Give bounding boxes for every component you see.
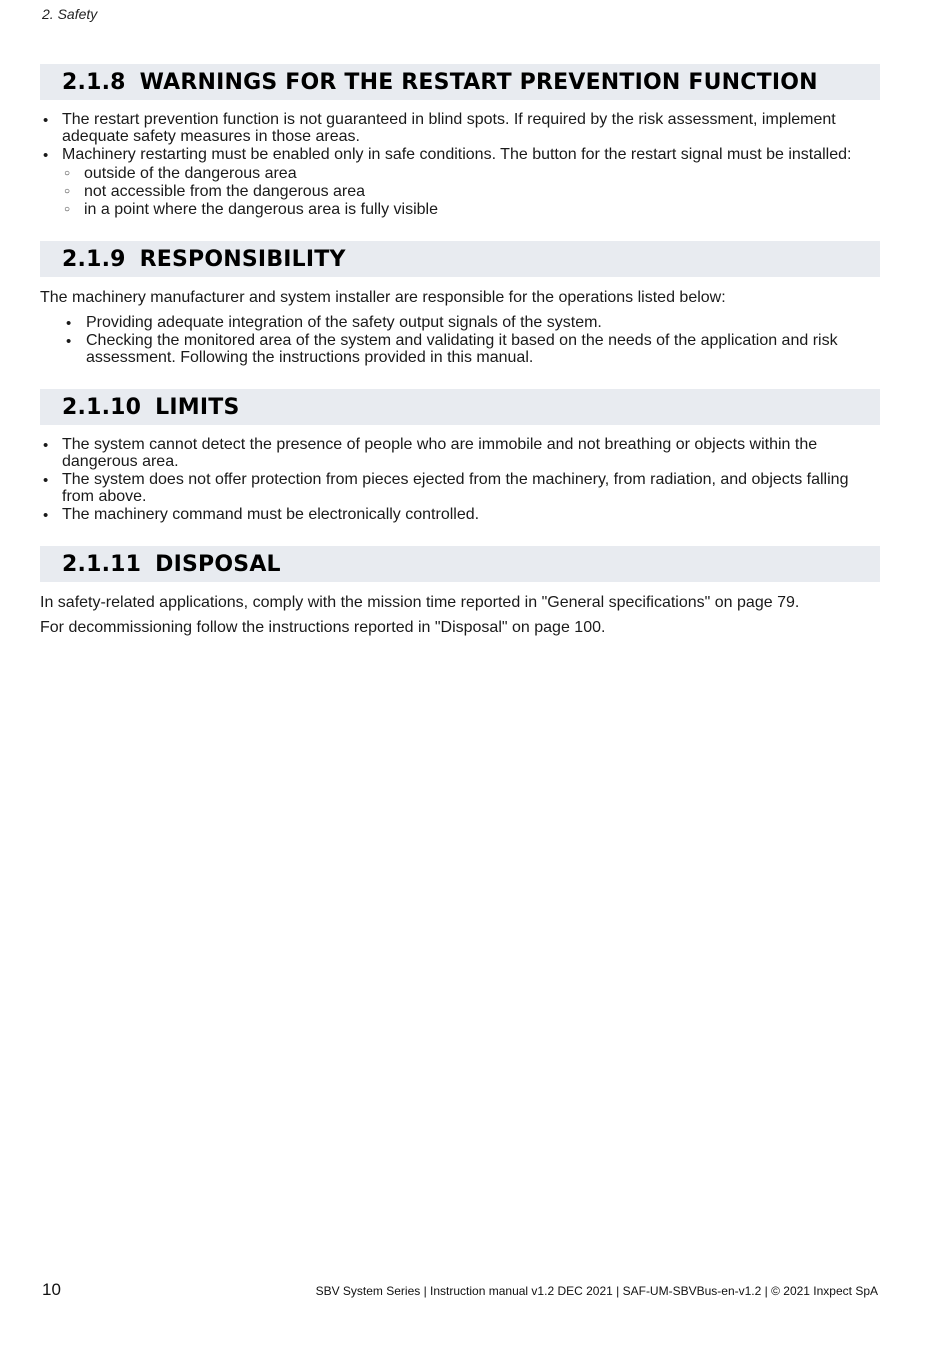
- list-item: • The system cannot detect the presence of people who are immobile and not breathing or objects within the dangerous area.: [40, 436, 880, 470]
- section-title: LIMITS: [155, 394, 240, 420]
- page-number: 10: [42, 1280, 61, 1299]
- list-item: • The restart prevention function is not guaranteed in blind spots. If required by the risk assessment, implement adequate safety measures in those areas.: [40, 111, 880, 145]
- responsibility-intro: The machinery manufacturer and system installer are responsible for the operations listed below:: [40, 289, 726, 306]
- list-item: [40, 146, 880, 218]
- section-number: 2.1.11: [62, 551, 142, 577]
- sub-list-item: ○ outside of the dangerous area: [62, 165, 880, 182]
- section-title: RESPONSIBILITY: [139, 246, 346, 272]
- list-item: • The machinery command must be electronically controlled.: [40, 506, 880, 523]
- section-heading-limits: [40, 389, 880, 425]
- disposal-paragraph: For decommissioning follow the instructions reported in "Disposal" on page 100.: [40, 619, 606, 636]
- sub-list-item: ○ not accessible from the dangerous area: [62, 183, 880, 200]
- running-head: 2. Safety: [42, 6, 98, 22]
- disposal-paragraph: In safety-related applications, comply with the mission time reported in "General specifications" on page 79.: [40, 594, 800, 611]
- footer-text: SBV System Series | Instruction manual v1.2 DEC 2021 | SAF-UM-SBVBus-en-v1.2 | © 2021 Inxpect SpA: [315, 1284, 878, 1298]
- section-heading-responsibility: [40, 241, 880, 277]
- restart-warnings-list: [40, 111, 880, 218]
- list-item: • The system does not offer protection from pieces ejected from the machinery, from radiation, and objects falling from above.: [40, 471, 880, 505]
- section-number: 2.1.9: [62, 246, 126, 272]
- section-heading-disposal: [40, 546, 880, 582]
- list-item-text: Machinery restarting must be enabled only in safe conditions. The button for the restart signal must be installed:: [62, 146, 852, 163]
- list-item: • Checking the monitored area of the system and validating it based on the needs of the application and risk assessment. Following the instructions provided in this manual.: [40, 332, 880, 366]
- section-title: WARNINGS FOR THE RESTART PREVENTION FUNCTION: [139, 69, 818, 95]
- section-heading-restart-prevention: [40, 64, 880, 100]
- section-number: 2.1.10: [62, 394, 142, 420]
- responsibility-list: [40, 314, 880, 366]
- sub-list-item: ○ in a point where the dangerous area is fully visible: [62, 201, 880, 218]
- list-item: • Providing adequate integration of the safety output signals of the system.: [40, 314, 880, 331]
- restart-button-locations-list: [62, 165, 880, 218]
- section-title: DISPOSAL: [155, 551, 281, 577]
- section-number: 2.1.8: [62, 69, 126, 95]
- limits-list: [40, 436, 880, 523]
- page-content: [40, 64, 880, 636]
